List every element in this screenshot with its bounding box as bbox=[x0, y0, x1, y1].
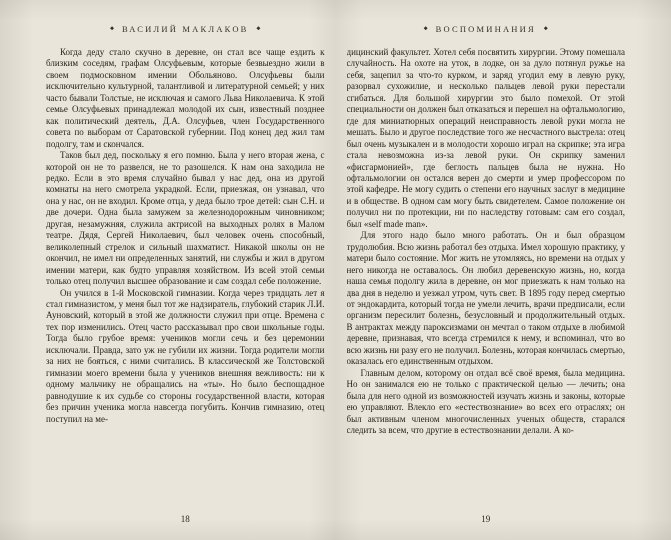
running-head-title-left: ВАСИЛИЙ МАКЛАКОВ bbox=[121, 24, 249, 34]
page-number-right: 19 bbox=[481, 514, 491, 524]
diamond-ornament-icon: ◆ bbox=[110, 26, 114, 31]
diamond-ornament-icon: ◆ bbox=[256, 26, 261, 31]
page-number-left: 18 bbox=[180, 514, 190, 524]
paragraph: Для этого надо было много работать. Он и был образцом трудолюбия. Всю жизнь работал без отдыха. Имел хорошую практику, у матери было состояние. Мог жить не утомляясь, но времени на отдых у него никогда не оставалось. Он любил деревенскую жизнь, но, когда наша семья подолгу жила в деревне, он мог приезжать к нам только на два дня в неделю и уезжал утром, чуть свет. В 1895 году перед смертью от эндокардита, который тогда не умели лечить, врачи предписали, если организм пересилит болезнь, безусловный и продолжительный отдых. В антрактах между пароксизмами он мечтал о таком отдыхе в любимой деревне, признавая, что всегда стремился к нему, и вспоминал, что во всю жизнь ни разу его не получил. Болезнь, которая кончилась смертью, оказалась его единственным отдыхом. bbox=[346, 230, 625, 367]
diamond-ornament-icon: ◆ bbox=[543, 26, 548, 31]
running-head-right bbox=[347, 24, 626, 34]
running-head-left bbox=[46, 24, 325, 34]
paragraph-continuation: дицинский факультет. Хотел себя посвятить хирургии. Этому помешала случайность. На охоте на уток, в лодке, он за дуло потянул ружье на себя, зацепил за что-то курком, и заряд угодил ему в левую руку, разорвал сухожилие, и несколько пальцев левой руки перестали сгибаться. Для большой хирургии это было помехой. От этой специальности он должен был отказаться и перешел на офтальмологию, где для миниатюрных операций неисправность левой руки могла не мешать. Было и другое последствие того же несчастного выстрела: отец был очень музыкален и в молодости хорошо играл на скрипке; эта игра стала невозможна из-за левой руки. Он скрипку заменил «фисгармонией», где беглость пальцев была не нужна. Но офтальмологии он остался верен до смерти и умер профессором по этой кафедре. Не могу судить о степени его научных заслуг в медицине и в обществе. В одном сам могу быть свидетелем. Самое положение он получил ни по протекции, ни по наследству готовым: сам его создал, был «self made man». bbox=[346, 47, 625, 229]
running-head-title-right: ВОСПОМИНАНИЯ bbox=[435, 24, 536, 34]
page-text-right bbox=[347, 47, 626, 507]
diamond-ornament-icon: ◆ bbox=[423, 26, 428, 31]
paragraph: Главным делом, которому он отдал всё своё время, была медицина. Но он занимался ею не только с практической целью — лечить; она была для него одной из возможностей изучать жизнь и законы, которые ею управляют. Влекло его «естествознание» во всех его отраслях; он был активным членом многочисленных ученых обществ, старался следить за всем, что другие в естествознании делали. А ко- bbox=[346, 367, 625, 435]
paragraph: Таков был дед, поскольку я его помню. Была у него вторая жена, с которой он не то развелся, не то разошелся. К нам она заходила не редко. Если в это время случайно бывал у нас дед, она из другой комнаты на него смотрела украдкой. Если, приезжая, он узнавал, что она у нас, он не входил. Кроме отца, у деда было трое детей: сын С.Н. и две дочери. Одна была замужем за железнодорожным чиновником; другая, незамужняя, служила актрисой на выходных ролях в Малом театре. Дядя, Сергей Николаевич, был человек очень способный, великолепный стрелок и сильный шахматист. Никакой школы он не окончил, не имел ни определенных занятий, ни службы и жил в другом имении матери, как будто управляя хозяйством. Из всей этой семьи только отец получил высшее образование и сам создал себе положение. bbox=[46, 150, 325, 287]
paragraph: Когда деду стало скучно в деревне, он стал все чаще ездить к близким соседям, графам Олсуфьевым, которые безвыездно жили в своем подмосковном имении Обольяново. Олсуфьевы были исключительно культурной, талантливой и литературной семьей; у них часто бывали Толстые, не исключая и самого Льва Николаевича. К этой семье Олсуфьевых принадлежал молодой их сын, известный позднее как политический деятель, Д.А. Олсуфьев, член Государственного совета по выборам от Саратовской губернии. Под конец дед жил там подолгу, там и скончался. bbox=[46, 47, 325, 149]
page-text-left bbox=[46, 47, 325, 507]
page-right bbox=[336, 0, 671, 540]
paragraph: Он учился в 1-й Московской гимназии. Когда через тридцать лет я стал гимназистом, у меня был тот же надзиратель, глубокий старик Л.И. Ауновский, который в этой же должности служил при отце. Времена с тех пор изменились. Отец часто рассказывал про свои школьные годы. Тогда было грубое время: учеников могли сечь и без церемонии исключали. Правда, зато уж не губили их жизни. Тогда родители могли за них не бояться, с ними считались. В классической же Толстовской гимназии моего времени была у учеников внешняя вежливость: ни к одному мальчику не обращались на «ты». Но было беспощадное равнодушие к их судьбе со стороны государственной власти, которая без причин ученика могла навсегда погубить. Кончив гимназию, отец поступил на ме- bbox=[46, 287, 325, 424]
